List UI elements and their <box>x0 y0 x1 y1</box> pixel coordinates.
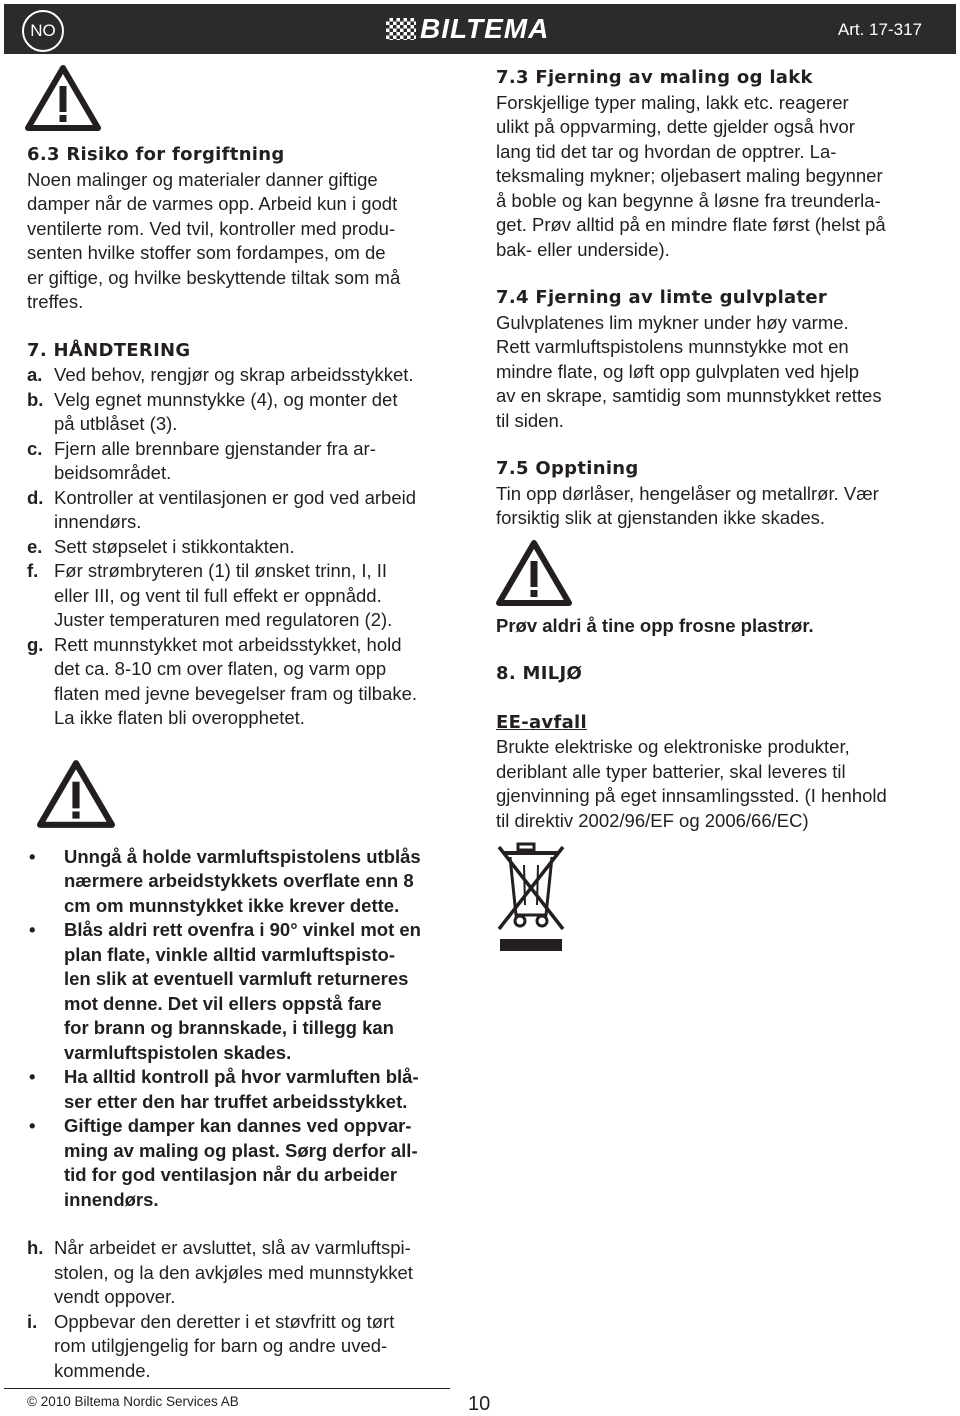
paragraph-ee-waste: Brukte elektriske og elektroniske produkter, deriblant alle typer batterier, skal leveres til gjenvinning på eget innsamlingssted. (I henhold til direktiv 2002/96/EF og 2006/66/EC) <box>496 736 887 831</box>
paragraph-6-3: Noen malinger og materialer danner giftige damper når de varmes opp. Arbeid kun i godt ventilerte rom. Ved tvil, kontroller med produ- senten hvilke stoffer som fordampes, om de er giftige, og hvilke beskyttende tiltak som må treffes. <box>27 168 401 312</box>
checkered-flag-icon <box>386 18 416 40</box>
brand-name: BILTEMA <box>420 13 550 44</box>
list-item: b. Velg egnet munnstykke (4), og monter det på utblåset (3). <box>27 388 398 434</box>
language-badge: NO <box>22 10 64 52</box>
list-item: a. Ved behov, rengjør og skrap arbeidsstykket. <box>27 364 414 385</box>
list-item: c. Fjern alle brennbare gjenstander fra ar- beidsområdet. <box>27 437 376 483</box>
paragraph-7-3: Forskjellige typer maling, lakk etc. reagerer ulikt på oppvarming, dette gjelder også hvor lang tid det tar og hvordan de opptrer. La- teksmaling mykner; oljebasert maling begynner å boble og kan begynne å løsne fra treunderla- get. Prøv alltid på en mindre flate først (helst på bak- eller underside). <box>496 91 886 260</box>
list-item: e. Sett støpselet i stikkontakten. <box>27 535 295 557</box>
handling-steps-continued <box>27 1236 467 1383</box>
paragraph-7-4: Gulvplatenes lim mykner under høy varme. Rett varmluftspistolens munnstykke mot en mindre flate, og løft opp gulvplaten ved hjelp av en skrape, samtidig som munnstykket rettes til siden. <box>496 311 882 431</box>
crossed-out-bin-icon <box>496 841 566 953</box>
article-number: Art. 17-317 <box>837 20 922 39</box>
list-item: i. Oppbevar den deretter i et støvfritt og tørt rom utilgjengelig for barn og andre uved- kommende. <box>27 1310 395 1381</box>
list-item: • Giftige damper kan dannes ved oppvar- ming av maling og plast. Sørg derfor all- tid for god ventilasjon når du arbeider innendørs. <box>29 1115 418 1210</box>
section-title-6-3: 6.3 Risiko for forgiftning <box>27 144 285 165</box>
footer-divider <box>4 1388 450 1389</box>
copyright-text: © 2010 Biltema Nordic Services AB <box>27 1394 239 1409</box>
list-item: • Unngå å holde varmluftspistolens utblås nærmere arbeidstykkets overflate enn 8 cm om munnstykket ikke krever dette. <box>29 845 421 916</box>
list-item: • Ha alltid kontroll på hvor varmluften blå- ser etter den har truffet arbeidsstykket. <box>29 1066 419 1112</box>
list-item: • Blås aldri rett ovenfra i 90° vinkel mot en plan flate, vinkle alltid varmluftspisto- len slik at eventuell varmluft returneres mot denne. Det vil ellers oppstå fare for brann og brannskade, i tillegg kan varmluftspistolen skades. <box>29 919 421 1063</box>
section-title-7-5: 7.5 Opptining <box>496 458 639 479</box>
right-column <box>496 66 946 953</box>
left-column <box>27 64 467 1383</box>
frozen-pipe-warning: Prøv aldri å tine opp frosne plastrør. <box>496 614 814 636</box>
paragraph-7-5: Tin opp dørlåser, hengelåser og metallrør. Vær forsiktig slik at gjenstanden ikke skades. <box>496 482 879 528</box>
section-title-7-3: 7.3 Fjerning av maling og lakk <box>496 67 813 88</box>
ee-waste-title: EE-avfall <box>496 711 587 733</box>
warning-list <box>27 845 467 1213</box>
warning-triangle-icon <box>496 539 572 607</box>
list-item: g. Rett munnstykket mot arbeidsstykket, hold det ca. 8-10 cm over flaten, og varm opp flaten med jevne bevegelser fram og tilbake. La ikke flaten bli overopphetet. <box>27 633 418 728</box>
section-title-7: 7. HÅNDTERING <box>27 339 191 361</box>
page-number: 10 <box>468 1393 491 1415</box>
handling-steps <box>27 363 467 731</box>
section-title-7-4: 7.4 Fjerning av limte gulvplater <box>496 287 828 308</box>
list-item: f. Før strømbryteren (1) til ønsket trinn, I, II eller III, og vent til full effekt er oppnådd. Juster temperaturen med regulatoren (2). <box>27 560 393 630</box>
list-item: d. Kontroller at ventilasjonen er god ved arbeid innendørs. <box>27 486 417 532</box>
list-item: h. Når arbeidet er avsluttet, slå av varmluftspi- stolen, og la den avkjøles med munnstykket vendt oppover. <box>27 1237 413 1307</box>
warning-triangle-icon <box>25 64 101 132</box>
brand-logo <box>386 15 549 43</box>
section-title-8: 8. MILJØ <box>496 663 583 684</box>
page-header <box>4 4 956 54</box>
warning-triangle-icon <box>37 759 115 829</box>
